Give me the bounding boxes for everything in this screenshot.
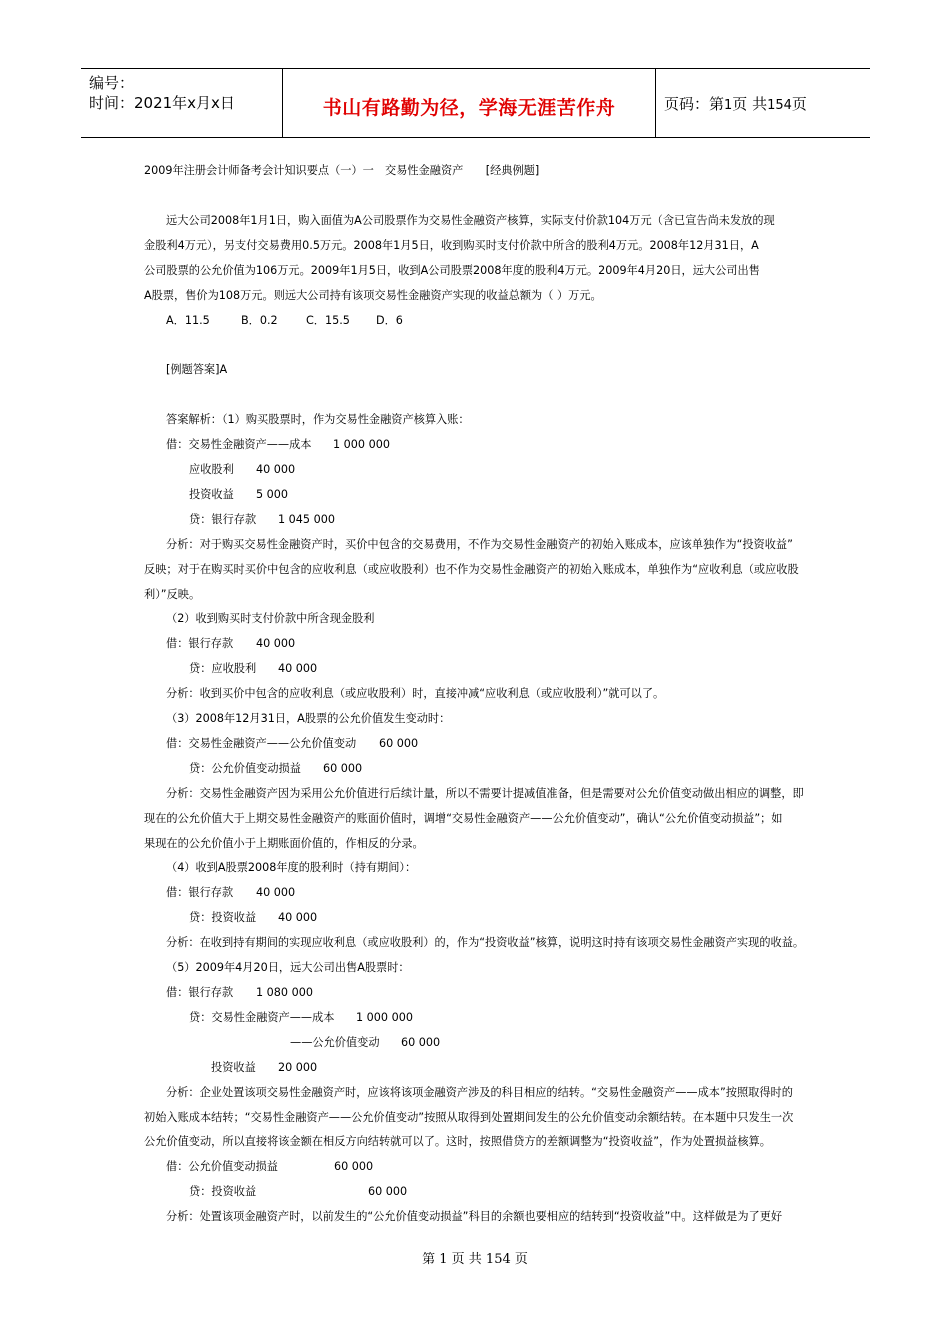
page-footer: 第 1 页 共 154 页 <box>422 1252 528 1267</box>
time-label: 时间：2021年x月x日 <box>89 94 235 112</box>
entry-amount: 1 080 000 <box>256 986 313 999</box>
page-number: 1 <box>724 98 733 113</box>
page-total: 154 <box>767 98 792 113</box>
page-suffix: 页 <box>791 95 807 113</box>
analysis-paragraph: 分析：企业处置该项交易性金融资产时，应该将该项金融资产涉及的科目相应的结转。“交易性金融资产——成本”按照取得时的 <box>166 1086 793 1099</box>
option-c: C．15.5 <box>306 314 350 327</box>
analysis-paragraph: 现在的公允价值大于上期交易性金融资产的账面价值时，调增“交易性金融资产——公允价值变动”，确认“公允价值变动损益”；如 <box>144 812 783 825</box>
entry-amount: 1 000 000 <box>333 438 390 451</box>
header-motto: 书山有路勤为径，学海无涯苦作舟 <box>322 97 616 119</box>
question-line: 金股利4万元），另支付交易费用0.5万元。2008年1月5日，收到购买时支付价款中所含的股利4万元。2008年12月31日，A <box>144 239 759 252</box>
analysis-paragraph: 分析：在收到持有期间的实现应收利息（或应收股利）的，作为“投资收益”核算，说明这时持有该项交易性金融资产实现的收益。 <box>166 936 805 949</box>
question-line: 公司股票的公允价值为106万元。2009年1月5日，收到A公司股票2008年度的股利4万元。2009年4月20日，远大公司出售 <box>144 264 760 277</box>
answer-line: [例题答案]A <box>166 363 228 376</box>
page-prefix: 页码：第 <box>664 95 725 113</box>
analysis-paragraph: 分析：处置该项金融资产时，以前发生的“公允价值变动损益”科目的余额也要相应的结转到“投资收益”中。这样做是为了更好 <box>166 1210 783 1223</box>
entry-account: 贷：应收股利 <box>189 662 257 675</box>
entry-amount: 40 000 <box>278 662 318 675</box>
section-heading: （2）收到购买时支付价款中所含现金股利 <box>166 612 375 625</box>
section-heading: （5）2009年4月20日，远大公司出售A股票时： <box>166 961 410 974</box>
entry-amount: 40 000 <box>278 911 318 924</box>
analysis-paragraph: 反映；对于在购买时买价中包含的应收利息（或应收股利）也不作为交易性金融资产的初始入账成本，单独作为“应收利息（或应收股 <box>144 563 799 576</box>
entry-account: 借：交易性金融资产——公允价值变动 <box>166 737 357 750</box>
header-page-info <box>664 93 807 114</box>
document-header <box>81 68 870 138</box>
option-b: B．0.2 <box>241 314 278 327</box>
entry-amount: 60 000 <box>334 1160 374 1173</box>
analysis-paragraph: 利）”反映。 <box>144 588 201 601</box>
entry-account: 投资收益 <box>189 488 234 501</box>
entry-amount: 1 000 000 <box>356 1011 413 1024</box>
page-mid: 页 共 <box>732 95 768 113</box>
entry-account: 借：银行存款 <box>166 637 234 650</box>
entry-account: 贷：投资收益 <box>189 911 257 924</box>
entry-amount: 40 000 <box>256 463 296 476</box>
code-label: 编号： <box>89 74 135 92</box>
entry-account: 借：交易性金融资产——成本 <box>166 438 312 451</box>
option-d: D．6 <box>376 314 403 327</box>
question-line: A股票，售价为108万元。则远大公司持有该项交易性金融资产实现的收益总额为（ ）万元。 <box>144 289 602 302</box>
analysis-paragraph: 分析：收到买价中包含的应收利息（或应收股利）时，直接冲减“应收利息（或应收股利）”就可以了。 <box>166 687 665 700</box>
header-meta <box>89 73 235 113</box>
entry-account: 借：银行存款 <box>166 886 234 899</box>
section-heading: （3）2008年12月31日，A股票的公允价值发生变动时： <box>166 712 451 725</box>
entry-amount: 40 000 <box>256 886 296 899</box>
entry-account: 借：银行存款 <box>166 986 234 999</box>
entry-amount: 60 000 <box>401 1036 441 1049</box>
entry-amount: 60 000 <box>323 762 363 775</box>
header-divider <box>655 69 656 137</box>
entry-amount: 40 000 <box>256 637 296 650</box>
entry-amount: 1 045 000 <box>278 513 335 526</box>
analysis-paragraph: 分析：交易性金融资产因为采用公允价值进行后续计量，所以不需要计提减值准备，但是需要对公允价值变动做出相应的调整，即 <box>166 787 804 800</box>
entry-amount: 5 000 <box>256 488 289 501</box>
entry-account: 贷：交易性金融资产——成本 <box>189 1011 335 1024</box>
entry-account: 贷：银行存款 <box>189 513 257 526</box>
entry-account: ——公允价值变动 <box>290 1036 380 1049</box>
option-a: A．11.5 <box>166 314 210 327</box>
entry-account: 贷：投资收益 <box>189 1185 257 1198</box>
entry-account: 借：公允价值变动损益 <box>166 1160 278 1173</box>
analysis-intro: 答案解析：（1）购买股票时，作为交易性金融资产核算入账： <box>166 413 470 426</box>
analysis-paragraph: 初始入账成本结转；“交易性金融资产——公允价值变动”按照从取得到处置期间发生的公允价值变动余额结转。在本题中只发生一次 <box>144 1111 794 1124</box>
analysis-paragraph: 果现在的公允价值小于上期账面价值的，作相反的分录。 <box>144 837 424 850</box>
entry-account: 投资收益 <box>211 1061 256 1074</box>
question-line: 远大公司2008年1月1日，购入面值为A公司股票作为交易性金融资产核算，实际支付价款104万元（含已宣告尚未发放的现 <box>166 214 775 227</box>
analysis-paragraph: 公允价值变动，所以直接将该金额在相反方向结转就可以了。这时，按照借贷方的差额调整为“投资收益”，作为处置损益核算。 <box>144 1135 771 1148</box>
entry-account: 应收股利 <box>189 463 234 476</box>
entry-amount: 20 000 <box>278 1061 318 1074</box>
analysis-paragraph: 分析：对于购买交易性金融资产时，买价中包含的交易费用，不作为交易性金融资产的初始入账成本，应该单独作为“投资收益” <box>166 538 793 551</box>
entry-amount: 60 000 <box>368 1185 408 1198</box>
doc-title: 2009年注册会计师备考会计知识要点（一）一 交易性金融资产 [经典例题] <box>144 164 540 177</box>
section-heading: （4）收到A股票2008年度的股利时（持有期间）： <box>166 861 417 874</box>
entry-amount: 60 000 <box>379 737 419 750</box>
entry-account: 贷：公允价值变动损益 <box>189 762 301 775</box>
